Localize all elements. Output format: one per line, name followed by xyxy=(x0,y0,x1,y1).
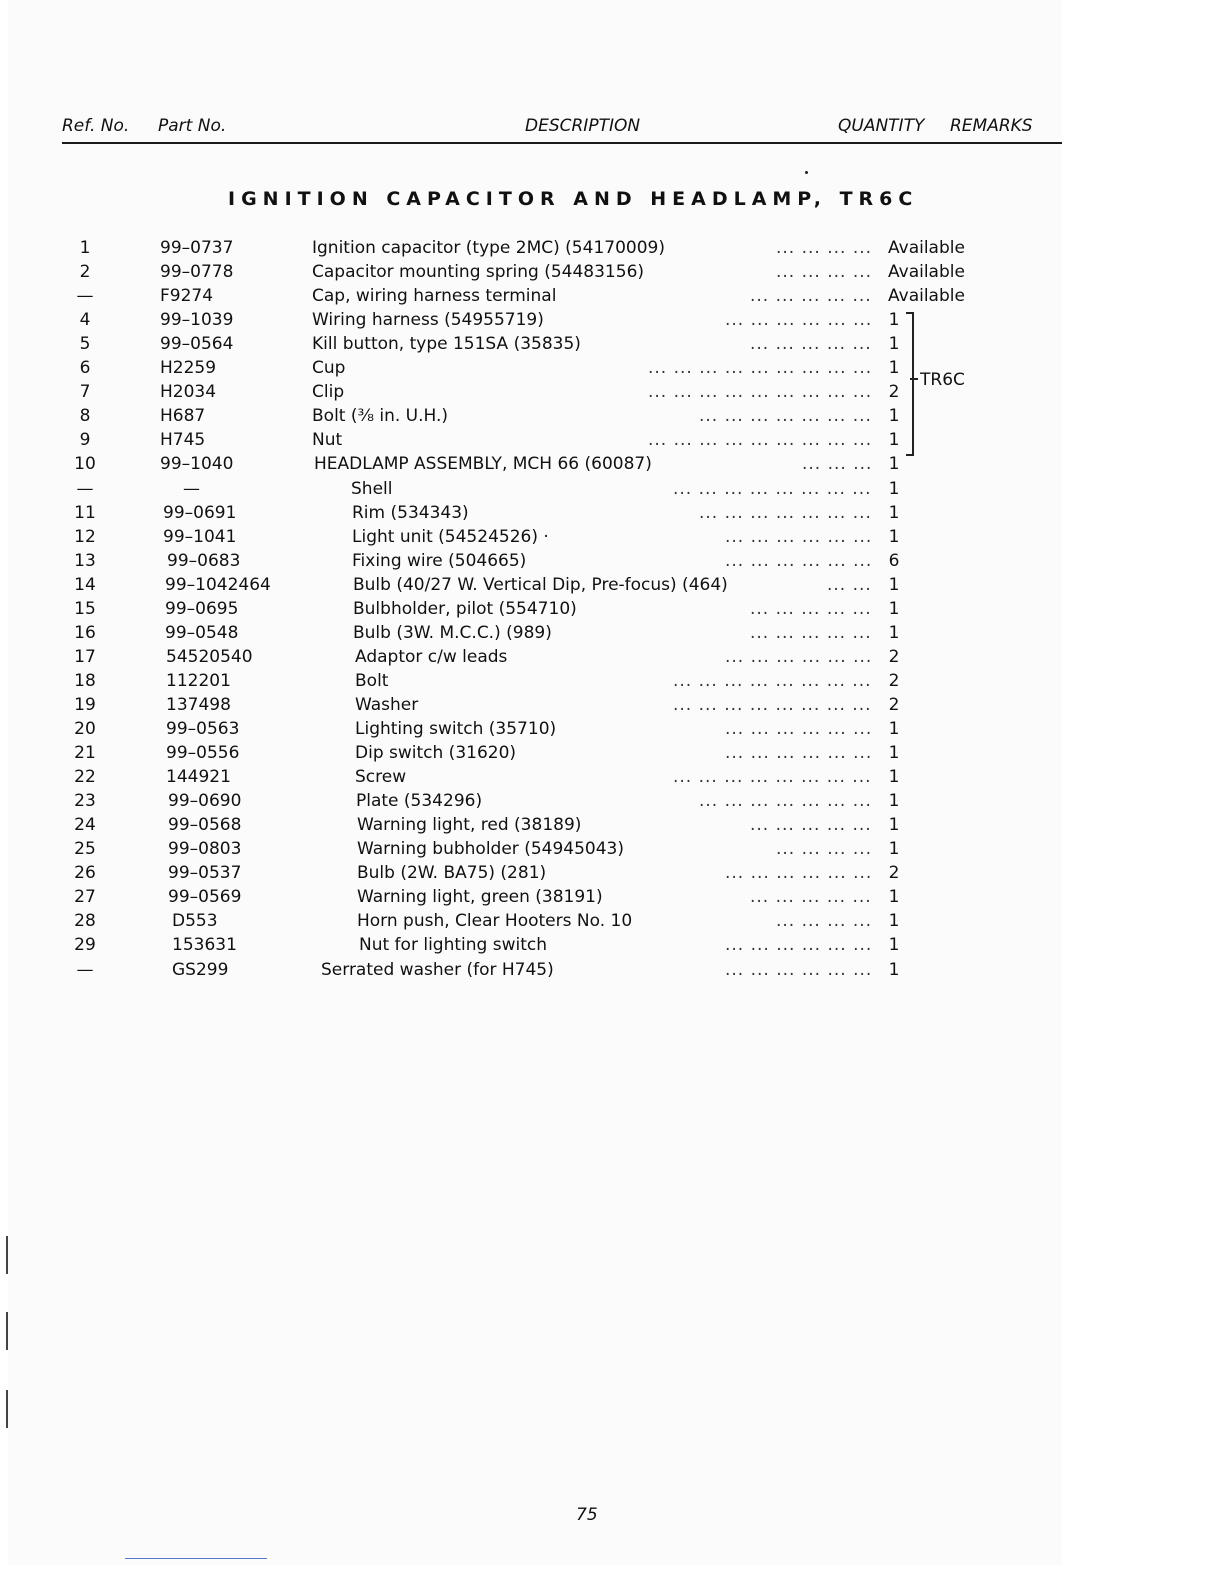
table-row xyxy=(0,647,1224,671)
table-row xyxy=(0,286,1224,310)
table-row xyxy=(0,887,1224,911)
ref-number: 22 xyxy=(74,767,96,787)
leader-dots: ... ... ... ... ... ... ... xyxy=(699,503,872,523)
part-number: 99–0691 xyxy=(163,503,237,523)
description: Cup xyxy=(312,358,346,378)
leader-dots: ... ... ... ... ... ... ... ... xyxy=(673,479,872,499)
part-number: 99–0803 xyxy=(168,839,242,859)
leader-dots: ... ... ... ... ... ... ... ... xyxy=(673,767,872,787)
table-row xyxy=(0,839,1224,863)
ref-number: 17 xyxy=(74,647,96,667)
description: Ignition capacitor (type 2MC) (54170009) xyxy=(312,238,665,258)
leader-dots: ... ... ... ... ... ... xyxy=(725,527,873,547)
remark: Available xyxy=(888,262,965,282)
description: Kill button, type 151SA (35835) xyxy=(312,334,581,354)
table-row xyxy=(0,911,1224,935)
part-number: 99–0569 xyxy=(168,887,242,907)
part-number: F9274 xyxy=(160,286,214,306)
remark: Available xyxy=(888,286,965,306)
leader-dots: ... ... ... ... ... xyxy=(750,599,872,619)
ref-number: 20 xyxy=(74,719,96,739)
quantity: 1 xyxy=(888,935,900,955)
table-row xyxy=(0,334,1224,358)
description: Light unit (54524526) · xyxy=(352,527,549,547)
quantity: 1 xyxy=(888,887,900,907)
leader-dots: ... ... ... ... xyxy=(776,262,873,282)
ref-number: 25 xyxy=(74,839,96,859)
leader-dots: ... ... ... ... ... xyxy=(750,623,872,643)
quantity: 1 xyxy=(888,839,900,859)
description: Lighting switch (35710) xyxy=(355,719,557,739)
description: Clip xyxy=(312,382,345,402)
table-row xyxy=(0,623,1224,647)
description: Dip switch (31620) xyxy=(355,743,517,763)
leader-dots: ... ... ... ... ... ... xyxy=(725,743,873,763)
margin-mark xyxy=(6,1312,8,1350)
table-row xyxy=(0,503,1224,527)
description: Rim (534343) xyxy=(352,503,469,523)
quantity: 2 xyxy=(888,647,900,667)
part-number: 99–0778 xyxy=(160,262,234,282)
ref-number: 23 xyxy=(74,791,96,811)
leader-dots: ... ... ... xyxy=(802,454,873,474)
header-part-no: Part No. xyxy=(158,116,227,136)
quantity: 2 xyxy=(888,382,900,402)
leader-dots: ... ... ... ... ... ... ... xyxy=(699,406,872,426)
part-number: 99–0556 xyxy=(166,743,240,763)
ref-number: 26 xyxy=(74,863,96,883)
table-row xyxy=(0,815,1224,839)
description: Warning light, green (38191) xyxy=(357,887,603,907)
leader-dots: ... ... ... ... xyxy=(776,911,873,931)
ref-number: 11 xyxy=(74,503,96,523)
ref-number: 9 xyxy=(79,430,91,450)
leader-dots: ... ... ... ... ... ... ... ... ... xyxy=(648,382,873,402)
ref-number: 12 xyxy=(74,527,96,547)
quantity: 1 xyxy=(888,527,900,547)
leader-dots: ... ... ... ... ... ... ... ... ... xyxy=(648,358,873,378)
part-number: 99–1041 xyxy=(163,527,237,547)
table-row xyxy=(0,743,1224,767)
ref-number: 10 xyxy=(74,454,96,474)
part-number: 99–0737 xyxy=(160,238,234,258)
description: Warning bubholder (54945043) xyxy=(357,839,624,859)
description: Nut for lighting switch xyxy=(359,935,547,955)
leader-dots: ... ... ... ... ... xyxy=(750,815,872,835)
quantity: 1 xyxy=(888,719,900,739)
part-number: 153631 xyxy=(172,935,237,955)
part-number: 54520540 xyxy=(166,647,253,667)
description: Wiring harness (54955719) xyxy=(312,310,544,330)
quantity: 6 xyxy=(888,551,900,571)
table-row xyxy=(0,767,1224,791)
leader-dots: ... ... ... ... xyxy=(776,238,873,258)
leader-dots: ... ... ... ... xyxy=(776,839,873,859)
description: Bulb (2W. BA75) (281) xyxy=(357,863,547,883)
table-row xyxy=(0,527,1224,551)
ref-number: 13 xyxy=(74,551,96,571)
quantity: 2 xyxy=(888,671,900,691)
quantity: 1 xyxy=(888,334,900,354)
ref-number: 15 xyxy=(74,599,96,619)
bottom-line xyxy=(125,1558,267,1559)
description: Bolt xyxy=(355,671,389,691)
table-row xyxy=(0,382,1224,406)
quantity: 1 xyxy=(888,599,900,619)
table-row xyxy=(0,791,1224,815)
part-number: 112201 xyxy=(166,671,231,691)
leader-dots: ... ... ... ... ... ... ... ... ... xyxy=(648,430,873,450)
part-number: 99–0548 xyxy=(165,623,239,643)
ref-number: — xyxy=(76,960,94,980)
quantity: 1 xyxy=(888,791,900,811)
ref-number: 28 xyxy=(74,911,96,931)
part-number: 99–0683 xyxy=(167,551,241,571)
description: Bolt (⅜ in. U.H.) xyxy=(312,406,449,426)
table-row xyxy=(0,575,1224,599)
description: Plate (534296) xyxy=(356,791,483,811)
part-number: H2034 xyxy=(160,382,217,402)
part-number: 99–0537 xyxy=(168,863,242,883)
remarks-brace-tip xyxy=(910,378,918,380)
table-row xyxy=(0,262,1224,286)
part-number: 99–0563 xyxy=(166,719,240,739)
brace-remark-label: TR6C xyxy=(920,370,965,390)
table-row xyxy=(0,935,1224,959)
description: Horn push, Clear Hooters No. 10 xyxy=(357,911,633,931)
page-number: 75 xyxy=(576,1505,598,1525)
description: HEADLAMP ASSEMBLY, MCH 66 (60087) xyxy=(314,454,652,474)
ref-number: 2 xyxy=(79,262,91,282)
ref-number: 27 xyxy=(74,887,96,907)
description: Cap, wiring harness terminal xyxy=(312,286,557,306)
quantity: 2 xyxy=(888,863,900,883)
ref-number: 14 xyxy=(74,575,96,595)
quantity: 1 xyxy=(888,454,900,474)
ref-number: 16 xyxy=(74,623,96,643)
description: Fixing wire (504665) xyxy=(352,551,527,571)
description: Washer xyxy=(355,695,419,715)
quantity: 2 xyxy=(888,695,900,715)
header-description: DESCRIPTION xyxy=(525,116,641,136)
quantity: 1 xyxy=(888,623,900,643)
leader-dots: ... ... ... ... ... ... ... ... xyxy=(673,671,872,691)
stray-mark xyxy=(805,171,808,174)
ref-number: 5 xyxy=(79,334,91,354)
description: Nut xyxy=(312,430,343,450)
ref-number: 7 xyxy=(79,382,91,402)
table-row xyxy=(0,671,1224,695)
description: Bulbholder, pilot (554710) xyxy=(353,599,577,619)
ref-number: 29 xyxy=(74,935,96,955)
leader-dots: ... ... ... ... ... ... ... xyxy=(699,791,872,811)
quantity: 1 xyxy=(888,815,900,835)
leader-dots: ... ... ... ... ... ... xyxy=(725,719,873,739)
part-number: 99–0695 xyxy=(165,599,239,619)
table-row xyxy=(0,599,1224,623)
header-ref-no: Ref. No. xyxy=(62,116,130,136)
table-row xyxy=(0,695,1224,719)
table-row xyxy=(0,238,1224,262)
part-number: 144921 xyxy=(166,767,231,787)
part-number: — xyxy=(183,479,200,499)
part-number: 99–1042464 xyxy=(165,575,271,595)
table-row xyxy=(0,430,1224,454)
table-row xyxy=(0,719,1224,743)
part-number: D553 xyxy=(172,911,218,931)
description: Serrated washer (for H745) xyxy=(321,960,554,980)
quantity: 1 xyxy=(888,430,900,450)
quantity: 1 xyxy=(888,406,900,426)
part-number: 99–1039 xyxy=(160,310,234,330)
ref-number: 19 xyxy=(74,695,96,715)
part-number: H745 xyxy=(160,430,206,450)
leader-dots: ... ... xyxy=(827,575,872,595)
leader-dots: ... ... ... ... ... xyxy=(750,334,872,354)
part-number: 137498 xyxy=(166,695,231,715)
part-number: H2259 xyxy=(160,358,217,378)
ref-number: 18 xyxy=(74,671,96,691)
ref-number: 21 xyxy=(74,743,96,763)
quantity: 1 xyxy=(888,310,900,330)
ref-number: 6 xyxy=(79,358,91,378)
description: Bulb (3W. M.C.C.) (989) xyxy=(353,623,552,643)
section-title: IGNITION CAPACITOR AND HEADLAMP, TR6C xyxy=(228,188,919,210)
remark: Available xyxy=(888,238,965,258)
table-row xyxy=(0,479,1224,503)
remarks-brace xyxy=(906,312,914,456)
margin-mark xyxy=(6,1390,8,1428)
part-number: 99–0690 xyxy=(168,791,242,811)
quantity: 1 xyxy=(888,911,900,931)
part-number: GS299 xyxy=(172,960,229,980)
leader-dots: ... ... ... ... ... ... xyxy=(725,960,873,980)
table-row xyxy=(0,310,1224,334)
margin-mark xyxy=(6,1236,8,1274)
part-number: H687 xyxy=(160,406,206,426)
leader-dots: ... ... ... ... ... ... xyxy=(725,935,873,955)
ref-number: — xyxy=(76,479,94,499)
ref-number: 4 xyxy=(79,310,91,330)
leader-dots: ... ... ... ... ... ... xyxy=(725,310,873,330)
part-number: 99–1040 xyxy=(160,454,234,474)
quantity: 1 xyxy=(888,575,900,595)
ref-number: 8 xyxy=(79,406,91,426)
quantity: 1 xyxy=(888,960,900,980)
leader-dots: ... ... ... ... ... ... xyxy=(725,647,873,667)
quantity: 1 xyxy=(888,743,900,763)
leader-dots: ... ... ... ... ... xyxy=(750,286,872,306)
description: Screw xyxy=(355,767,407,787)
table-row xyxy=(0,406,1224,430)
description: Shell xyxy=(351,479,393,499)
leader-dots: ... ... ... ... ... ... xyxy=(725,863,873,883)
leader-dots: ... ... ... ... ... ... xyxy=(725,551,873,571)
ref-number: 24 xyxy=(74,815,96,835)
description: Warning light, red (38189) xyxy=(357,815,582,835)
leader-dots: ... ... ... ... ... xyxy=(750,887,872,907)
description: Bulb (40/27 W. Vertical Dip, Pre-focus) (464) xyxy=(353,575,728,595)
part-number: 99–0568 xyxy=(168,815,242,835)
ref-number: 1 xyxy=(79,238,91,258)
table-row xyxy=(0,358,1224,382)
table-row xyxy=(0,454,1224,478)
description: Capacitor mounting spring (54483156) xyxy=(312,262,645,282)
header-quantity: QUANTITY xyxy=(838,116,925,136)
description: Adaptor c/w leads xyxy=(355,647,508,667)
header-remarks: REMARKS xyxy=(950,116,1033,136)
part-number: 99–0564 xyxy=(160,334,234,354)
quantity: 1 xyxy=(888,358,900,378)
table-row xyxy=(0,551,1224,575)
header-rule xyxy=(62,142,1062,144)
ref-number: — xyxy=(76,286,94,306)
quantity: 1 xyxy=(888,479,900,499)
table-row xyxy=(0,863,1224,887)
leader-dots: ... ... ... ... ... ... ... ... xyxy=(673,695,872,715)
table-row xyxy=(0,960,1224,984)
quantity: 1 xyxy=(888,503,900,523)
quantity: 1 xyxy=(888,767,900,787)
